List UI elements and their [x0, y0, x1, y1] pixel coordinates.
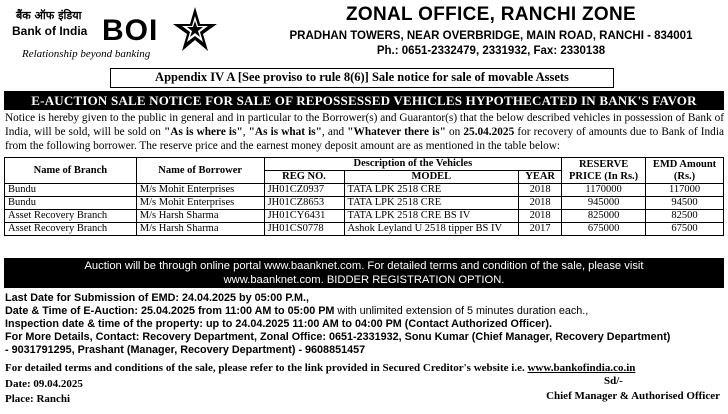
signer-title: Chief Manager & Authorised Officer: [546, 390, 720, 402]
cell-reg: JH01CS0778: [264, 223, 344, 236]
notice-text-1: Notice is hereby given to the public in general and in particular to the Borrower(s) and Guarantor(s) that the below described vehicles in possession of Bank of India, will be sold, will be sold on: [5, 112, 724, 138]
bank-website-link[interactable]: www.bankofindia.co.in: [527, 362, 636, 374]
auction-title-banner: E-AUCTION SALE NOTICE FOR SALE OF REPOSSESSED VEHICLES HYPOTHECATED IN BANK'S FAVOR: [4, 91, 724, 110]
auction-extension: with unlimited extension of 5 minutes duration each.,: [334, 305, 589, 317]
notice-date: 25.04.2025: [463, 126, 515, 138]
contact-line-1: For More Details, Contact: Recovery Department, Zonal Office: 0651-2331932, Sonu Kumar (Chief Manager, Recovery Department): [5, 331, 671, 343]
contact-line-2: - 9031791295, Prashant (Manager, Recovery Department) - 9608851457: [5, 344, 366, 356]
cell-branch: Asset Recovery Branch: [5, 223, 137, 236]
vehicles-table: [4, 157, 724, 236]
cell-year: 2018: [519, 197, 562, 210]
notice-header: [0, 0, 728, 66]
notice-as-is-what: "As is what is": [248, 126, 322, 138]
table-row: [5, 223, 724, 236]
cell-model: TATA LPK 2518 CRE BS IV: [344, 210, 519, 223]
auction-time-line: [5, 305, 725, 318]
notice-whatever: "Whatever there is": [347, 126, 446, 138]
auction-details: [5, 292, 725, 357]
cell-borrower: M/s Harsh Sharma: [136, 223, 264, 236]
signature-mark: Sd/-: [604, 375, 623, 387]
terms-line: [5, 362, 725, 374]
emd-deadline: Last Date for Submission of EMD: 24.04.2025 by 05:00 P.M.,: [5, 292, 310, 304]
notice-sep-2: , and: [321, 126, 348, 138]
col-header-borrower: Name of Borrower: [136, 158, 264, 184]
cell-reserve: 1170000: [562, 184, 646, 197]
table-row: [5, 184, 724, 197]
cell-reg: JH01CY6431: [264, 210, 344, 223]
zone-title: ZONAL OFFICE, RANCHI ZONE: [345, 4, 637, 25]
zone-phone: Ph.: 0651-2332479, 2331932, Fax: 2330138: [376, 45, 606, 57]
notice-text-3: for recovery of amounts due to Bank of India from the following borrower. The reserve price and the earnest money deposit amount are as mentioned in the table below:: [5, 126, 724, 152]
logo-boi-text: BOI: [102, 14, 159, 47]
cell-branch: Bundu: [5, 197, 137, 210]
cell-emd: 94500: [646, 197, 724, 210]
portal-line-2: www.baanknet.com. BIDDER REGISTRATION OPTION.: [223, 274, 505, 286]
notice-place: Place: Ranchi: [5, 393, 71, 405]
cell-reserve: 825000: [562, 210, 646, 223]
cell-borrower: M/s Mohit Enterprises: [136, 197, 264, 210]
notice-as-is-where: "As is where is": [164, 126, 243, 138]
cell-model: TATA LPK 2518 CRE: [344, 197, 519, 210]
col-header-description: Description of the Vehicles: [264, 158, 562, 171]
zone-address: PRADHAN TOWERS, NEAR OVERBRIDGE, MAIN ROAD, RANCHI - 834001: [289, 30, 693, 42]
cell-model: Ashok Leyland U 2518 tipper BS IV: [344, 223, 519, 236]
cell-reg: JH01CZ0937: [264, 184, 344, 197]
cell-branch: Asset Recovery Branch: [5, 210, 137, 223]
cell-branch: Bundu: [5, 184, 137, 197]
cell-year: 2017: [519, 223, 562, 236]
appendix-heading: Appendix IV A [See proviso to rule 8(6)] Sale notice for sale of movable Assets: [110, 68, 614, 88]
cell-reserve: 675000: [562, 223, 646, 236]
cell-model: TATA LPK 2518 CRE: [344, 184, 519, 197]
notice-sep-1: ,: [242, 126, 249, 138]
col-header-emd: EMD Amount (Rs.): [646, 158, 724, 184]
cell-borrower: M/s Harsh Sharma: [136, 210, 264, 223]
auction-time: Date & Time of E-Auction: 25.04.2025 from 11:00 AM to 05:00 PM: [5, 305, 335, 317]
portal-line-1: Auction will be through online portal www.baanknet.com. For detailed terms and condition of the sale, please visit: [84, 260, 644, 272]
cell-emd: 117000: [646, 184, 724, 197]
terms-text: For detailed terms and conditions of the sale, please refer to the link provided in Secured Creditor's website i.e.: [5, 362, 528, 374]
notice-text-2: on: [445, 126, 464, 138]
cell-emd: 82500: [646, 210, 724, 223]
bank-logo: [6, 4, 226, 64]
col-header-year: YEAR: [519, 171, 562, 184]
cell-year: 2018: [519, 184, 562, 197]
cell-emd: 67500: [646, 223, 724, 236]
logo-english-text: Bank of India: [12, 24, 88, 38]
col-header-model: MODEL: [344, 171, 519, 184]
logo-tagline: Relationship beyond banking: [22, 48, 151, 60]
col-header-branch: Name of Branch: [5, 158, 137, 184]
table-row: [5, 197, 724, 210]
table-row: [5, 210, 724, 223]
inspection-time: Inspection date & time of the property: up to 24.04.2025 11:00 AM to 04:00 PM (Contact Authorized Officer).: [5, 318, 552, 330]
portal-banner: [4, 258, 724, 288]
star-icon: [172, 6, 218, 52]
cell-borrower: M/s Mohit Enterprises: [136, 184, 264, 197]
col-header-reserve: RESERVE PRICE (In Rs.): [562, 158, 646, 184]
cell-reserve: 945000: [562, 197, 646, 210]
cell-reg: JH01CZ8653: [264, 197, 344, 210]
notice-paragraph: [5, 111, 724, 153]
col-header-reg: REG NO.: [264, 171, 344, 184]
notice-date-footer: Date: 09.04.2025: [5, 378, 83, 390]
cell-year: 2018: [519, 210, 562, 223]
logo-hindi-text: बैंक ऑफ इंडिया: [16, 9, 82, 22]
